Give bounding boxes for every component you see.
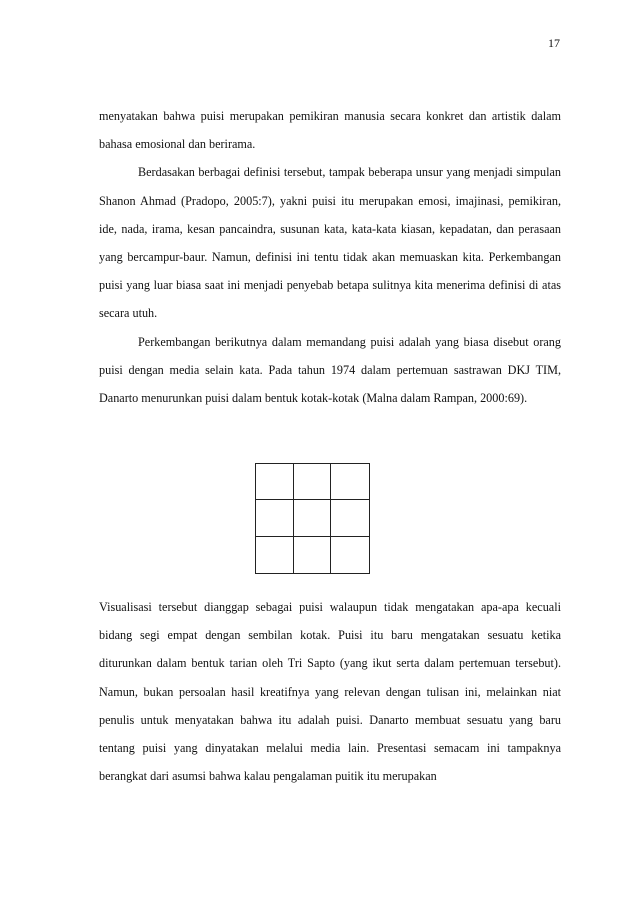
grid-cell — [256, 537, 294, 573]
grid-cell — [294, 464, 332, 500]
grid-cell — [294, 537, 332, 573]
grid-cell — [331, 500, 369, 536]
grid-cell — [294, 500, 332, 536]
paragraph: Visualisasi tersebut dianggap sebagai puisi walaupun tidak mengatakan apa-apa kecuali bidang segi empat dengan sembilan kotak. Puisi itu baru mengatakan sesuatu ketika diturunkan dalam bentuk tarian oleh Tri Sapto (yang ikut serta dalam pertemuan tersebut). Namun, bukan persoalan hasil kreatifnya yang relevan dengan tulisan ini, melainkan niat penulis untuk menyatakan bahwa itu adalah puisi. Danarto membuat sesuatu yang baru tentang puisi yang dinyatakan melalui media lain. Presentasi semacam ini tampaknya berangkat dari asumsi bahwa kalau pengalaman puitik itu merupakan — [99, 600, 561, 784]
grid-cell — [331, 464, 369, 500]
grid-cell — [331, 537, 369, 573]
paragraph: Perkembangan berikutnya dalam memandang puisi adalah yang biasa disebut orang puisi dengan media selain kata. Pada tahun 1974 dalam pertemuan sastrawan DKJ TIM, Danarto menurunkan puisi dalam bentuk kotak-kotak (Malna dalam Rampan, 2000:69). — [99, 334, 561, 406]
page-number: 17 — [548, 36, 560, 50]
body-text-bottom — [99, 593, 561, 790]
grid-cell — [256, 464, 294, 500]
paragraph: Berdasakan berbagai definisi tersebut, tampak beberapa unsur yang menjadi simpulan Shanon Ahmad (Pradopo, 2005:7), yakni puisi itu merupakan emosi, imajinasi, pemikiran, ide, nada, irama, kesan pancaindra, susunan kata, kata-kata kiasan, kepadatan, dan perasaan yang bercampur-baur. Namun, definisi ini tentu tidak akan memuaskan kita. Perkembangan puisi yang luar biasa saat ini menjadi penyebab betapa sulitnya kita menerima definisi di atas secara utuh. — [99, 165, 561, 321]
body-text-top — [99, 102, 561, 412]
nine-box-grid-figure — [255, 463, 370, 574]
paragraph: menyatakan bahwa puisi merupakan pemikiran manusia secara konkret dan artistik dalam bahasa emosional dan berirama. — [99, 109, 561, 152]
grid-cell — [256, 500, 294, 536]
